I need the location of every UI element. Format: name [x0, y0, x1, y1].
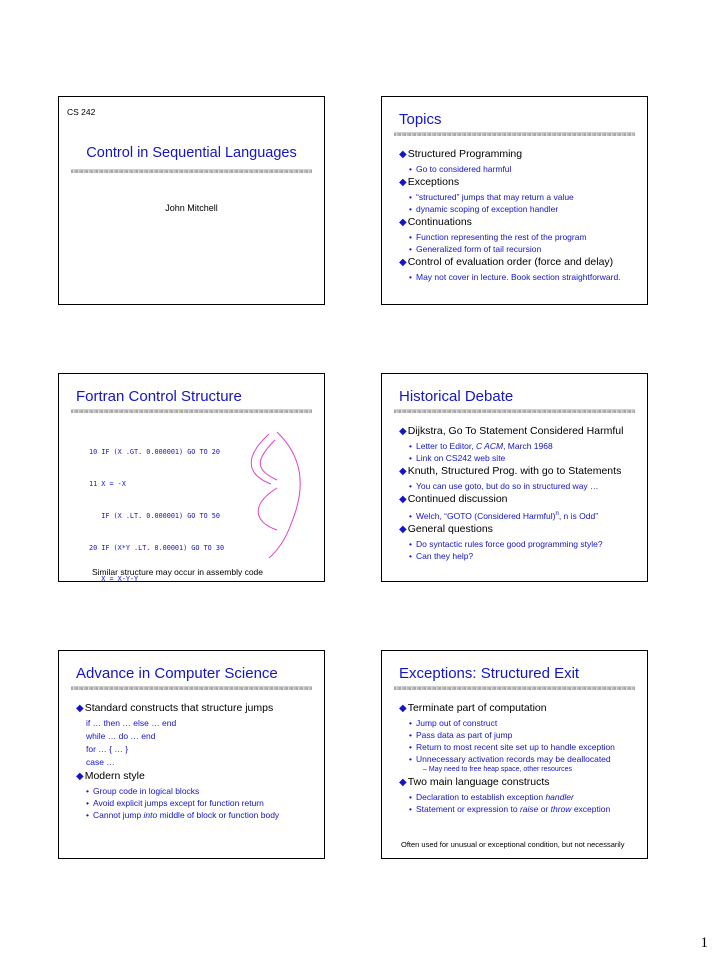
diamond-bullet-icon: ◆	[399, 777, 407, 788]
construct-line: while … do … end	[86, 731, 156, 741]
dot-bullet-icon: •	[409, 272, 412, 282]
slide-heading: Fortran Control Structure	[76, 388, 242, 405]
diamond-bullet-icon: ◆	[399, 426, 407, 437]
dot-bullet-icon: •	[409, 550, 412, 561]
author: John Mitchell	[165, 203, 218, 213]
dot-bullet-icon: •	[409, 804, 412, 814]
code-line: IF (X .LT. 0.000001) GO TO 50	[89, 511, 220, 520]
dot-bullet-icon: •	[409, 441, 412, 451]
sub-bullet: • Unnecessary activation records may be deallocated	[409, 754, 611, 764]
dot-bullet-icon: •	[86, 786, 89, 796]
dot-bullet-icon: •	[409, 718, 412, 728]
sub-bullet: • Link on CS242 web site	[409, 453, 506, 463]
diamond-bullet-icon: ◆	[399, 494, 407, 505]
dot-bullet-icon: •	[86, 810, 89, 820]
code-line: 10 IF (X .GT. 0.000001) GO TO 20	[89, 448, 220, 457]
title-rule	[71, 169, 312, 173]
page-number: 1	[700, 935, 708, 951]
sub-bullet: • Group code in logical blocks	[86, 786, 200, 796]
bullet-item: ◆Standard constructs that structure jumps	[76, 702, 274, 714]
diamond-bullet-icon: ◆	[399, 149, 407, 160]
fortran-code	[89, 426, 224, 582]
bullet-item: ◆Exceptions	[399, 176, 460, 188]
slide-title-heading: Control in Sequential Languages	[86, 145, 297, 161]
bullet-item: ◆Terminate part of computation	[399, 702, 547, 714]
goto-arrows-diagram	[247, 426, 325, 576]
sub-bullet: • You can use goto, but do so in structured way …	[409, 481, 599, 491]
sub-bullet: • Function representing the rest of the program	[409, 232, 587, 242]
sub-bullet: • May not cover in lecture. Book section straightforward.	[409, 272, 621, 282]
dot-bullet-icon: •	[409, 204, 412, 214]
title-rule	[71, 409, 312, 413]
sub-bullet: • Go to considered harmful	[409, 164, 512, 174]
sub-bullet: • Welch, “GOTO (Considered Harmful)$^n$, n is Odd”	[409, 510, 599, 521]
bullet-item: ◆Knuth, Structured Prog. with go to Statements	[399, 465, 622, 477]
code-line: 20 IF (X*Y .LT. 0.00001) GO TO 30	[89, 543, 225, 552]
slide-fortran	[58, 373, 325, 582]
dot-bullet-icon: •	[409, 510, 412, 521]
exceptions-list	[399, 701, 639, 815]
bullet-item: ◆Two main language constructs	[399, 776, 550, 788]
diamond-bullet-icon: ◆	[76, 771, 84, 782]
bullet-item: ◆Structured Programming	[399, 148, 523, 160]
dot-bullet-icon: •	[409, 453, 412, 463]
slide-exceptions	[381, 650, 648, 859]
dot-bullet-icon: •	[409, 730, 412, 740]
diamond-bullet-icon: ◆	[399, 703, 407, 714]
sub-bullet: • Jump out of construct	[409, 718, 498, 728]
code-line: 11 X = -X	[89, 479, 126, 488]
dot-bullet-icon: •	[86, 798, 89, 808]
sub-bullet: • Can they help?	[409, 550, 474, 561]
title-rule	[71, 686, 312, 690]
bullet-item: ◆General questions	[399, 522, 493, 535]
dot-bullet-icon: •	[409, 232, 412, 242]
title-rule	[394, 132, 635, 136]
construct-line: case …	[86, 757, 115, 767]
diamond-bullet-icon: ◆	[76, 703, 84, 714]
sub-bullet: • Generalized form of tail recursion	[409, 244, 542, 254]
slide-topics	[381, 96, 648, 305]
debate-list	[399, 424, 639, 562]
slide-heading: Topics	[399, 111, 442, 128]
dot-bullet-icon: •	[409, 244, 412, 254]
dot-bullet-icon: •	[409, 538, 412, 549]
bullet-item: ◆Modern style	[76, 770, 145, 782]
diamond-bullet-icon: ◆	[399, 466, 407, 477]
dot-bullet-icon: •	[409, 164, 412, 174]
sub-sub-bullet: – May need to free heap space, other resources	[423, 766, 573, 773]
sub-bullet: • dynamic scoping of exception handler	[409, 204, 559, 214]
bullet-item: ◆Dijkstra, Go To Statement Considered Harmful	[399, 425, 624, 437]
slide-heading: Advance in Computer Science	[76, 665, 278, 682]
sub-bullet: • Avoid explicit jumps except for function return	[86, 798, 264, 808]
bullet-item: ◆Continued discussion	[399, 493, 508, 505]
dot-bullet-icon: •	[409, 742, 412, 752]
bullet-item: ◆Control of evaluation order (force and delay)	[399, 256, 614, 268]
sub-bullet: • “structured” jumps that may return a value	[409, 192, 574, 202]
diamond-bullet-icon: ◆	[399, 257, 407, 268]
advance-list	[76, 701, 316, 821]
dot-bullet-icon: •	[409, 481, 412, 491]
dot-bullet-icon: •	[409, 754, 412, 764]
slide-heading: Historical Debate	[399, 388, 514, 405]
dash-bullet-icon: –	[423, 766, 429, 773]
dot-bullet-icon: •	[409, 792, 412, 802]
diamond-bullet-icon: ◆	[399, 177, 407, 188]
code-line: X = X-Y-Y	[89, 575, 139, 582]
construct-line: if … then … else … end	[86, 718, 177, 728]
slide-advance-cs	[58, 650, 325, 859]
slide-title	[58, 96, 325, 305]
sub-bullet: • Declaration to establish exception handler	[409, 792, 574, 802]
diamond-bullet-icon: ◆	[399, 523, 407, 535]
sub-bullet: • Cannot jump into middle of block or function body	[86, 810, 280, 820]
dot-bullet-icon: •	[409, 192, 412, 202]
sub-bullet: • Do syntactic rules force good programming style?	[409, 538, 603, 549]
sub-bullet: • Letter to Editor, C ACM, March 1968	[409, 441, 553, 451]
slide-note: Often used for unusual or exceptional condition, but not necessarily	[401, 840, 625, 849]
slide-heading: Exceptions: Structured Exit	[399, 665, 580, 682]
course-label: CS 242	[67, 107, 96, 117]
title-rule	[394, 409, 635, 413]
slide-historical-debate	[381, 373, 648, 582]
slide-note: Similar structure may occur in assembly code	[92, 567, 264, 577]
title-rule	[394, 686, 635, 690]
bullet-item: ◆Continuations	[399, 216, 472, 228]
construct-line: for … { … }	[86, 744, 129, 754]
sub-bullet: • Statement or expression to raise or throw exception	[409, 804, 611, 814]
topics-list	[399, 147, 639, 283]
sub-bullet: • Pass data as part of jump	[409, 730, 513, 740]
sub-bullet: • Return to most recent site set up to handle exception	[409, 742, 615, 752]
diamond-bullet-icon: ◆	[399, 217, 407, 228]
